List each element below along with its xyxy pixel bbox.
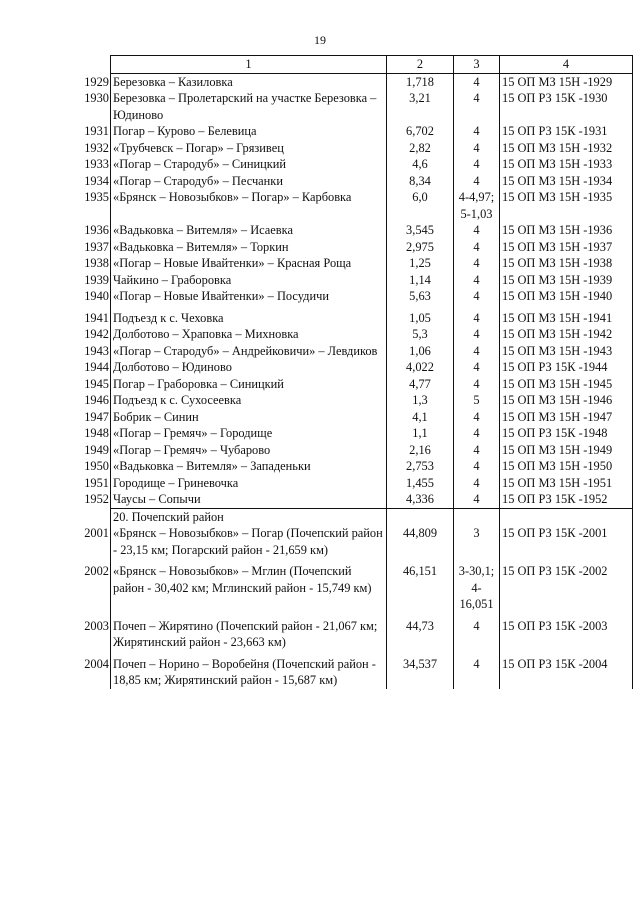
road-category: 4 xyxy=(454,123,500,140)
road-length: 44,809 xyxy=(387,525,454,563)
road-name: «Вадьковка – Витемля» – Западеньки xyxy=(113,459,311,473)
road-category: 4 xyxy=(454,255,500,272)
road-name-cell xyxy=(84,458,387,475)
road-code: 15 ОП РЗ 15К -2003 xyxy=(500,618,633,656)
road-number: 1943 xyxy=(84,343,109,358)
road-name: «Брянск – Новозыбков» – Погар» – Карбовка xyxy=(113,190,352,204)
table-row xyxy=(111,272,633,289)
road-code: 15 ОП РЗ 15К -2004 xyxy=(500,656,633,689)
road-name-cell xyxy=(84,288,387,310)
table-row xyxy=(111,310,633,327)
road-number: 1952 xyxy=(84,492,109,506)
road-code: 15 ОП МЗ 15Н -1951 xyxy=(500,475,633,492)
road-name: Погар – Курово – Белевица xyxy=(113,124,257,138)
road-length: 1,06 xyxy=(387,343,454,360)
road-number: 1941 xyxy=(84,310,109,325)
road-category: 4 xyxy=(454,239,500,256)
road-name-cell xyxy=(84,563,387,618)
table-row xyxy=(111,173,633,190)
road-length: 2,975 xyxy=(387,239,454,256)
road-name: «Погар – Гремяч» – Чубарово xyxy=(113,442,271,457)
road-name-cell xyxy=(84,173,387,190)
road-category: 3-30,1; 4- 16,051 xyxy=(454,563,500,618)
table-row xyxy=(111,222,633,239)
road-name-cell xyxy=(84,359,387,376)
road-name: «Вадьковка – Витемля» – Торкин xyxy=(113,239,289,254)
table-row xyxy=(111,656,633,689)
table-body-section-a xyxy=(84,73,633,508)
road-number: 1931 xyxy=(84,124,109,138)
table-row xyxy=(111,343,633,360)
road-length: 1,718 xyxy=(387,73,454,90)
road-code: 15 ОП РЗ 15К -1952 xyxy=(500,491,633,508)
road-code: 15 ОП МЗ 15Н -1941 xyxy=(500,310,633,327)
road-length: 34,537 xyxy=(387,656,454,689)
road-name: Почеп – Жирятино (Почепский район - 21,067 км; Жирятинский район - 23,663 км) xyxy=(113,618,378,649)
table-row xyxy=(111,525,633,563)
header-col-2: 2 xyxy=(387,56,454,74)
road-code: 15 ОП МЗ 15Н -1929 xyxy=(500,73,633,90)
road-code: 15 ОП РЗ 15К -1948 xyxy=(500,425,633,442)
road-number: 1938 xyxy=(84,256,109,270)
road-name-cell xyxy=(84,239,387,256)
road-number: 1949 xyxy=(84,442,109,457)
header-col-4: 4 xyxy=(500,56,633,74)
road-name-cell xyxy=(84,442,387,459)
road-category: 4 xyxy=(454,288,500,310)
road-number: 1936 xyxy=(84,223,109,237)
table-row xyxy=(111,442,633,459)
road-category: 4 xyxy=(454,156,500,173)
road-category: 4 xyxy=(454,656,500,689)
table-row xyxy=(111,326,633,343)
road-name: «Брянск – Новозыбков» – Мглин (Почепский район - 30,402 км; Мглинский район - 15,749 км) xyxy=(113,564,372,595)
road-category: 4 xyxy=(454,359,500,376)
road-name: Березовка – Пролетарский на участке Березовка – Юдиново xyxy=(113,91,377,122)
road-category: 5 xyxy=(454,392,500,409)
road-length: 6,0 xyxy=(387,189,454,222)
road-length: 3,545 xyxy=(387,222,454,239)
table-row xyxy=(111,425,633,442)
table-row xyxy=(111,255,633,272)
table-body-section-b xyxy=(84,525,633,689)
road-name: Подъезд к с. Чеховка xyxy=(113,310,224,325)
road-length: 5,3 xyxy=(387,326,454,343)
road-length: 3,21 xyxy=(387,90,454,123)
road-number: 2002 xyxy=(84,564,109,578)
table-header-row xyxy=(111,56,633,74)
road-number: 1935 xyxy=(84,190,109,204)
road-name-cell xyxy=(84,376,387,393)
road-code: 15 ОП РЗ 15К -1931 xyxy=(500,123,633,140)
road-number: 2003 xyxy=(84,618,109,633)
road-name-cell xyxy=(84,409,387,426)
road-name-cell xyxy=(84,140,387,157)
road-length: 8,34 xyxy=(387,173,454,190)
road-name-cell xyxy=(84,392,387,409)
road-code: 15 ОП МЗ 15Н -1945 xyxy=(500,376,633,393)
road-length: 1,14 xyxy=(387,272,454,289)
road-name-cell xyxy=(84,310,387,327)
road-name-cell xyxy=(84,326,387,343)
road-name: Долботово – Юдиново xyxy=(113,360,232,374)
road-name: «Погар – Новые Ивайтенки» – Красная Роща xyxy=(113,256,352,270)
table-row xyxy=(111,156,633,173)
road-category: 4-4,97; 5-1,03 xyxy=(454,189,500,222)
road-number: 1934 xyxy=(84,173,109,188)
road-name: «Погар – Стародуб» – Андрейковичи» – Левдиков xyxy=(113,343,378,358)
road-category: 4 xyxy=(454,491,500,508)
road-category: 4 xyxy=(454,90,500,123)
road-name: Бобрик – Синин xyxy=(113,409,199,424)
road-code: 15 ОП РЗ 15К -1930 xyxy=(500,90,633,123)
road-name-cell xyxy=(84,525,387,563)
road-number: 2001 xyxy=(84,526,109,540)
road-code: 15 ОП МЗ 15Н -1935 xyxy=(500,189,633,222)
road-name-cell xyxy=(84,222,387,239)
road-name-cell xyxy=(84,123,387,140)
table-row xyxy=(111,73,633,90)
table-row xyxy=(111,90,633,123)
road-length: 1,1 xyxy=(387,425,454,442)
road-category: 4 xyxy=(454,442,500,459)
road-number: 1942 xyxy=(84,327,109,341)
road-name: Почеп – Норино – Воробейня (Почепский район - 18,85 км; Жирятинский район - 15,687 км) xyxy=(113,656,376,687)
table-row xyxy=(111,491,633,508)
road-name-cell xyxy=(84,491,387,508)
road-category: 4 xyxy=(454,140,500,157)
road-name-cell xyxy=(84,255,387,272)
road-category: 4 xyxy=(454,310,500,327)
road-name-cell xyxy=(84,90,387,123)
road-category: 4 xyxy=(454,326,500,343)
road-number: 1933 xyxy=(84,157,109,171)
road-code: 15 ОП МЗ 15Н -1940 xyxy=(500,288,633,310)
road-category: 4 xyxy=(454,343,500,360)
road-name-cell xyxy=(84,656,387,689)
road-length: 1,25 xyxy=(387,255,454,272)
road-code: 15 ОП РЗ 15К -1944 xyxy=(500,359,633,376)
road-length: 4,022 xyxy=(387,359,454,376)
district-section xyxy=(111,508,633,525)
roads-table xyxy=(84,55,633,689)
road-name: «Погар – Новые Ивайтенки» – Посудичи xyxy=(113,289,329,303)
table-row xyxy=(111,140,633,157)
road-name: Чайкино – Граборовка xyxy=(113,272,232,287)
district-row xyxy=(111,508,633,525)
road-category: 4 xyxy=(454,272,500,289)
road-number: 1937 xyxy=(84,239,109,254)
road-code: 15 ОП МЗ 15Н -1942 xyxy=(500,326,633,343)
road-number: 1946 xyxy=(84,393,109,407)
road-number: 1929 xyxy=(84,74,109,89)
road-number: 1940 xyxy=(84,289,109,303)
table-row xyxy=(111,392,633,409)
road-length: 4,336 xyxy=(387,491,454,508)
road-code: 15 ОП МЗ 15Н -1932 xyxy=(500,140,633,157)
road-length: 46,151 xyxy=(387,563,454,618)
road-name-cell xyxy=(84,189,387,222)
header-col-1: 1 xyxy=(111,56,387,74)
road-category: 4 xyxy=(454,376,500,393)
road-name: Чаусы – Сопычи xyxy=(113,492,201,506)
road-length: 44,73 xyxy=(387,618,454,656)
road-number: 1930 xyxy=(84,91,109,105)
table-row xyxy=(111,359,633,376)
road-name-cell xyxy=(84,272,387,289)
road-code: 15 ОП РЗ 15К -2001 xyxy=(500,525,633,563)
road-length: 6,702 xyxy=(387,123,454,140)
road-length: 1,3 xyxy=(387,392,454,409)
table-row xyxy=(111,123,633,140)
road-category: 4 xyxy=(454,409,500,426)
road-name-cell xyxy=(84,156,387,173)
road-number: 1951 xyxy=(84,475,109,490)
road-code: 15 ОП МЗ 15Н -1950 xyxy=(500,458,633,475)
table-row xyxy=(111,189,633,222)
road-length: 2,82 xyxy=(387,140,454,157)
road-name: «Погар – Стародуб» – Песчанки xyxy=(113,173,283,188)
road-code: 15 ОП МЗ 15Н -1936 xyxy=(500,222,633,239)
road-code: 15 ОП МЗ 15Н -1939 xyxy=(500,272,633,289)
table-row xyxy=(111,475,633,492)
road-name-cell xyxy=(84,73,387,90)
road-length: 5,63 xyxy=(387,288,454,310)
table-row xyxy=(111,618,633,656)
road-name-cell xyxy=(84,343,387,360)
road-name: «Трубчевск – Погар» – Грязивец xyxy=(113,140,284,155)
road-number: 1948 xyxy=(84,426,109,440)
table-row xyxy=(111,458,633,475)
road-category: 4 xyxy=(454,425,500,442)
road-name: Подъезд к с. Сухосеевка xyxy=(113,393,242,407)
road-number: 1944 xyxy=(84,360,109,374)
road-name: Долботово – Храповка – Михновка xyxy=(113,327,299,341)
road-length: 1,05 xyxy=(387,310,454,327)
road-number: 1939 xyxy=(84,272,109,287)
road-name: Погар – Граборовка – Синицкий xyxy=(113,376,284,391)
road-length: 4,6 xyxy=(387,156,454,173)
road-name-cell xyxy=(84,618,387,656)
page-number: 19 xyxy=(314,33,326,47)
road-category: 4 xyxy=(454,73,500,90)
road-code: 15 ОП МЗ 15Н -1933 xyxy=(500,156,633,173)
road-length: 4,77 xyxy=(387,376,454,393)
road-code: 15 ОП МЗ 15Н -1938 xyxy=(500,255,633,272)
road-name: Березовка – Казиловка xyxy=(113,74,233,89)
road-code: 15 ОП МЗ 15Н -1943 xyxy=(500,343,633,360)
road-number: 2004 xyxy=(84,656,109,671)
road-name: «Вадьковка – Витемля» – Исаевка xyxy=(113,223,293,237)
road-length: 1,455 xyxy=(387,475,454,492)
road-category: 4 xyxy=(454,618,500,656)
road-category: 4 xyxy=(454,222,500,239)
road-code: 15 ОП МЗ 15Н -1934 xyxy=(500,173,633,190)
road-name: «Брянск – Новозыбков» – Погар (Почепский район - 23,15 км; Погарский район - 21,659 км) xyxy=(113,526,383,557)
road-code: 15 ОП МЗ 15Н -1946 xyxy=(500,392,633,409)
road-name-cell xyxy=(84,425,387,442)
road-category: 4 xyxy=(454,475,500,492)
road-name: Городище – Гриневочка xyxy=(113,475,239,490)
road-number: 1950 xyxy=(84,459,109,473)
road-length: 2,16 xyxy=(387,442,454,459)
table-row xyxy=(111,288,633,310)
table-row xyxy=(111,563,633,618)
road-code: 15 ОП МЗ 15Н -1949 xyxy=(500,442,633,459)
road-name: «Погар – Гремяч» – Городище xyxy=(113,426,273,440)
road-code: 15 ОП МЗ 15Н -1937 xyxy=(500,239,633,256)
header-col-3: 3 xyxy=(454,56,500,74)
road-category: 4 xyxy=(454,458,500,475)
road-length: 4,1 xyxy=(387,409,454,426)
road-number: 1932 xyxy=(84,140,109,155)
road-number: 1945 xyxy=(84,376,109,391)
table-row xyxy=(111,239,633,256)
road-category: 3 xyxy=(454,525,500,563)
table-row xyxy=(111,376,633,393)
road-code: 15 ОП МЗ 15Н -1947 xyxy=(500,409,633,426)
district-title: 20. Почепский район xyxy=(111,508,387,525)
table-row xyxy=(111,409,633,426)
road-name-cell xyxy=(84,475,387,492)
road-number: 1947 xyxy=(84,409,109,424)
road-length: 2,753 xyxy=(387,458,454,475)
road-code: 15 ОП РЗ 15К -2002 xyxy=(500,563,633,618)
road-category: 4 xyxy=(454,173,500,190)
road-name: «Погар – Стародуб» – Синицкий xyxy=(113,157,287,171)
